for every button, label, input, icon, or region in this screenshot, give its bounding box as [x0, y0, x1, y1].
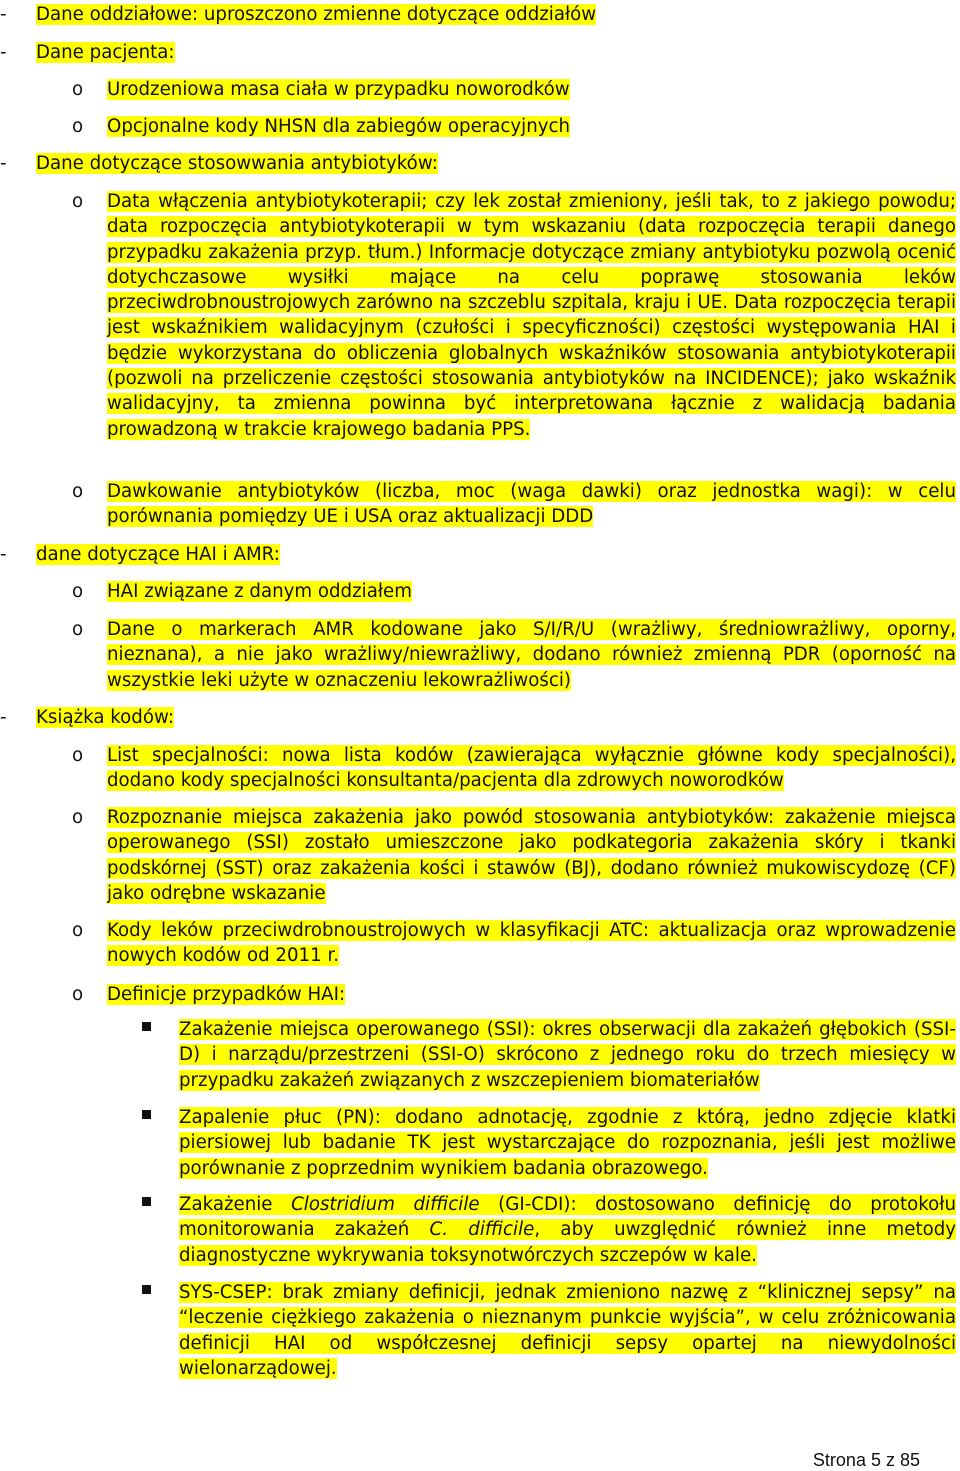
- circle-marker: o: [72, 984, 84, 1005]
- dash-marker: -: [0, 707, 7, 728]
- list-item: [0, 918, 956, 969]
- circle-marker: o: [72, 807, 84, 828]
- list-item: [0, 1280, 956, 1381]
- circle-marker: o: [72, 920, 84, 941]
- item-text-part: Zakażenie: [179, 1194, 292, 1215]
- dash-marker: -: [0, 544, 7, 565]
- list-item: [0, 743, 956, 794]
- dash-marker: -: [0, 42, 7, 63]
- item-text-part: , aby uwzględnić również inne metody diagnostyczne wykrywania toksynotwórczych szczepów w kale.: [179, 1219, 957, 1266]
- item-text: Dane oddziałowe: uproszczono zmienne dotyczące oddziałów: [36, 4, 597, 25]
- item-text: Książka kodów:: [36, 707, 174, 728]
- item-text: Rozpoznanie miejsca zakażenia jako powód stosowania antybiotyków: zakażenie miejsca operowanego (SSI) zostało umieszczone jako podkategoria zakażenia skóry i tkanki podskórnej (SST) oraz zakażenia kości i stawów (BJ), dodano również mukowiscydozę (CF) jako odrębne wskazanie: [107, 807, 956, 904]
- square-bullet-icon: [142, 1110, 151, 1119]
- list-item: [0, 579, 956, 604]
- list-item: [0, 2, 633, 27]
- list-item: [0, 1105, 956, 1181]
- list-item: [0, 479, 956, 530]
- item-text: SYS-CSEP: brak zmiany definicji, jednak zmieniono nazwę z “klinicznej sepsy” na “leczenie ciężkiego zakażenia o nieznanym punkcie wyjścia”, w celu zróżnicowania definicji HAI od współczesnej definicji sepsy opartej na niewydolności wielonarządowej.: [179, 1282, 956, 1379]
- list-item: [0, 1017, 956, 1093]
- list-item: [0, 77, 956, 102]
- item-text: Dawkowanie antybiotyków (liczba, moc (waga dawki) oraz jednostka wagi): w celu porównania pomiędzy UE i USA oraz aktualizacji DDD: [107, 481, 956, 528]
- list-item: [0, 189, 956, 442]
- circle-marker: o: [72, 191, 84, 212]
- item-text-italic: C. difficile: [429, 1219, 535, 1241]
- item-text: Kody leków przeciwdrobnoustrojowych w klasyfikacji ATC: aktualizacja oraz wprowadzenie nowych kodów od 2011 r.: [107, 920, 956, 967]
- item-text: Zapalenie płuc (PN): dodano adnotację, zgodnie z którą, jedno zdjęcie klatki piersiowej lub badanie TK jest wystarczające do rozpoznania, jeśli jest możliwe porównanie z poprzednim wynikiem badania obrazowego.: [179, 1107, 956, 1179]
- dash-marker: -: [0, 153, 7, 174]
- item-text: Definicje przypadków HAI:: [107, 984, 346, 1005]
- circle-marker: o: [72, 581, 84, 602]
- list-item: [0, 1192, 956, 1268]
- item-text: Opcjonalne kody NHSN dla zabiegów operacyjnych: [107, 116, 571, 137]
- page-number: Strona 5 z 85: [812, 1450, 920, 1470]
- square-bullet-icon: [142, 1022, 151, 1031]
- item-text: Dane pacjenta:: [36, 42, 175, 63]
- dash-marker: -: [0, 4, 7, 25]
- item-text: List specjalności: nowa lista kodów (zawierająca wyłącznie główne kody specjalności), dodano kody specjalności konsultanta/pacjenta dla zdrowych noworodków: [107, 745, 956, 792]
- circle-marker: o: [72, 745, 84, 766]
- list-item: [0, 617, 956, 693]
- item-text-italic: Clostridium difficile: [291, 1194, 480, 1215]
- circle-marker: o: [72, 619, 84, 640]
- item-text: Zakażenie miejsca operowanego (SSI): okres obserwacji dla zakażeń głębokich (SSI-D) i narządu/przestrzeni (SSI-O) skrócono z jednego roku do trzech miesięcy w przypadku zakażeń związanych z wszczepieniem biomateriałów: [179, 1019, 956, 1091]
- square-bullet-icon: [142, 1197, 151, 1206]
- list-item: [0, 982, 956, 1007]
- circle-marker: o: [72, 116, 84, 137]
- item-text: Dane o markerach AMR kodowane jako S/I/R/U (wrażliwy, średniowrażliwy, oporny, nieznana), a nie jako wrażliwy/niewrażliwy, dodano również zmienną PDR (oporność na wszystkie leki użyte w oznaczeniu lekowrażliwości): [107, 619, 956, 691]
- list-item: [0, 805, 956, 906]
- circle-marker: o: [72, 79, 84, 100]
- square-bullet-icon: [142, 1285, 151, 1294]
- item-text: Dane dotyczące stosowwania antybiotyków:: [36, 153, 438, 174]
- list-item: [0, 542, 633, 567]
- list-item: [0, 114, 956, 139]
- list-item: [0, 705, 633, 730]
- list-item: [0, 40, 633, 65]
- circle-marker: o: [72, 481, 84, 502]
- list-item: [0, 151, 633, 176]
- item-text: Urodzeniowa masa ciała w przypadku noworodków: [107, 79, 570, 100]
- item-text: dane dotyczące HAI i AMR:: [36, 544, 280, 565]
- item-text: HAI związane z danym oddziałem: [107, 581, 412, 602]
- item-text: Data włączenia antybiotykoterapii; czy lek został zmieniony, jeśli tak, to z jakiego powodu; data rozpoczęcia antybiotykoterapii w tym wskazaniu (data rozpoczęcia terapii danego przypadku zakażenia przyp. tłum.) Informacje dotyczące zmiany antybiotyku pozwolą ocenić dotychczasowe wysiłki mające na celu poprawę stosowania leków przeciwdrobnoustrojowych zarówno na szczeblu szpitala, kraju i UE. Data rozpoczęcia terapii jest wskaźnikiem walidacyjnym (czułości i specyficzności) częstości występowania HAI i będzie wykorzystana do obliczenia globalnych wskaźników stosowania antybiotykoterapii (pozwoli na przeliczenie częstości stosowania antybiotyków na INCIDENCE); jako wskaźnik walidacyjny, ta zmienna powinna być interpretowana łącznie z walidacją badania prowadzoną w trakcie krajowego badania PPS.: [107, 191, 956, 440]
- item-text-part: (GI-CDI): dostosowano definicję do protokołu monitorowania zakażeń: [179, 1194, 956, 1241]
